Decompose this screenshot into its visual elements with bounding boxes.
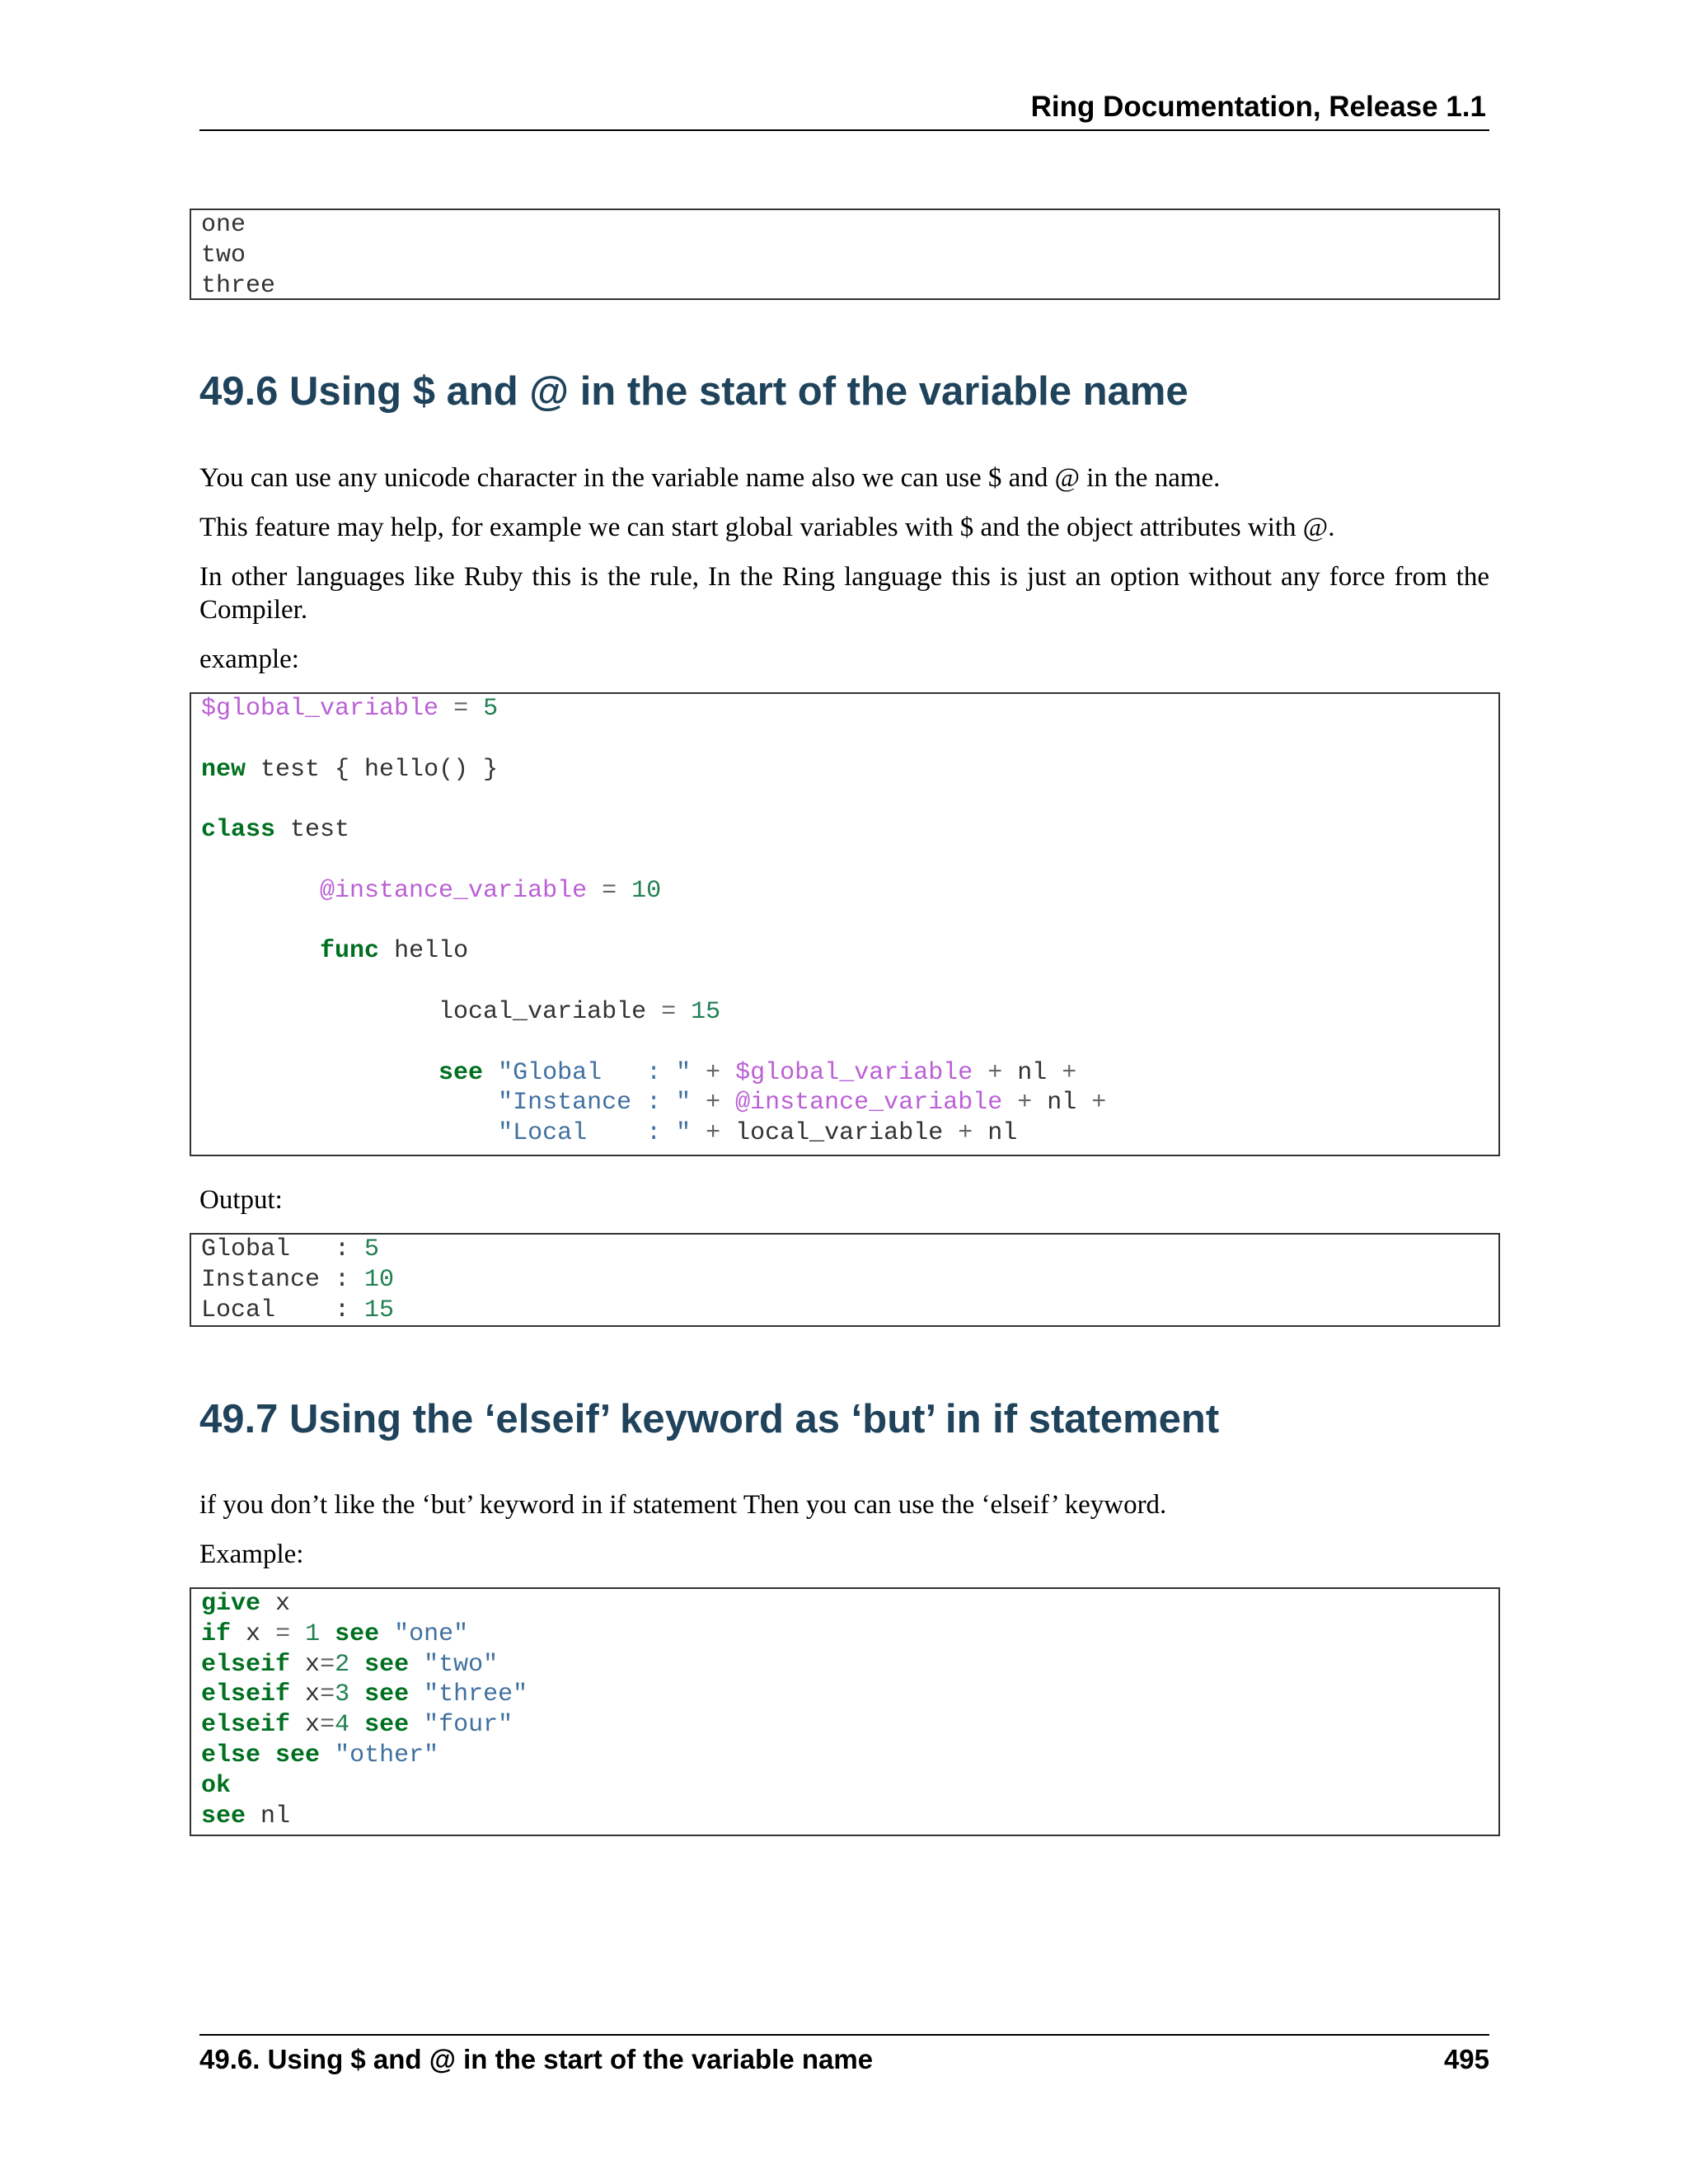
section-heading-49-7: 49.7 Using the ‘elseif’ keyword as ‘but’ in if statement <box>199 1397 1220 1441</box>
code-token: local_variable <box>438 997 647 1026</box>
code-token: + <box>1091 1089 1107 1118</box>
code-token: class <box>201 816 276 845</box>
code-token: + <box>1062 1058 1077 1087</box>
code-token: = <box>320 1711 335 1740</box>
code-token: new <box>201 755 246 784</box>
paragraph: In other languages like Ruby this is the rule, In the Ring language this is just an option without any force from the Compiler. <box>199 562 1489 625</box>
paragraph: You can use any unicode character in the variable name also we can use $ and @ in the name. <box>199 463 1221 493</box>
output-label-text: Local : <box>201 1296 350 1324</box>
code-token: nl <box>987 1119 1018 1148</box>
code-token: @instance_variable <box>320 876 588 905</box>
code-token: give <box>201 1590 261 1618</box>
paragraph: This feature may help, for example we can start global variables with $ and the object attributes with @. <box>199 513 1335 542</box>
code-line: two <box>201 241 246 269</box>
paragraph: if you don’t like the ‘but’ keyword in if statement Then you can use the ‘elseif’ keyword. <box>199 1490 1167 1520</box>
code-token: ok <box>201 1771 232 1800</box>
code-elseif <box>201 1589 1489 1831</box>
code-token: nl <box>260 1802 291 1830</box>
code-token: hello <box>394 937 469 966</box>
code-token: func <box>320 937 380 966</box>
code-token: see <box>438 1058 484 1087</box>
code-token: see <box>335 1619 380 1648</box>
code-block-elseif <box>190 1587 1500 1836</box>
code-token: $global_variable <box>735 1058 973 1087</box>
code-token: $global_variable <box>201 695 439 723</box>
code-token: elseif <box>201 1680 291 1709</box>
code-line: three <box>201 271 276 300</box>
code-token: x <box>275 1590 291 1618</box>
code-token: see <box>201 1802 246 1830</box>
code-token: see <box>364 1680 410 1709</box>
code-token: nl <box>1017 1058 1048 1087</box>
code-token: else <box>201 1741 261 1769</box>
code-token: "one" <box>394 1619 469 1648</box>
code-token: "three" <box>424 1680 528 1709</box>
code-token: 2 <box>335 1650 350 1679</box>
code-token: = <box>602 876 617 905</box>
code-token: + <box>958 1119 973 1148</box>
code-token: + <box>706 1119 721 1148</box>
code-token: test { hello() } <box>260 755 499 784</box>
code-token: x <box>246 1619 261 1648</box>
code-block-top <box>190 209 1500 300</box>
code-token: @instance_variable <box>735 1089 1003 1118</box>
example-label: Example: <box>199 1540 304 1569</box>
code-token: = <box>320 1650 335 1679</box>
code-token: see <box>364 1650 410 1679</box>
code-token: = <box>275 1619 291 1648</box>
example-label: example: <box>199 644 299 674</box>
code-token: + <box>1017 1089 1033 1118</box>
output-value: 15 <box>364 1296 395 1324</box>
output-value: 5 <box>364 1235 380 1263</box>
header-rule <box>199 129 1489 131</box>
code-line: one <box>201 211 246 239</box>
section-heading-49-6: 49.6 Using $ and @ in the start of the variable name <box>199 369 1189 414</box>
code-token: "two" <box>424 1650 499 1679</box>
code-variables <box>201 694 1489 1149</box>
code-token: "Instance : " <box>498 1089 692 1118</box>
code-token: x <box>305 1680 321 1709</box>
code-block-variables <box>190 692 1500 1156</box>
code-token: 3 <box>335 1680 350 1709</box>
code-token: "Local : " <box>498 1119 692 1148</box>
code-token: + <box>706 1058 721 1087</box>
page-number: 495 <box>1443 2044 1489 2074</box>
output-label-text: Global : <box>201 1235 350 1263</box>
code-token: nl <box>1047 1089 1077 1118</box>
code-token: + <box>706 1089 721 1118</box>
output-label-text: Instance : <box>201 1265 350 1294</box>
running-footer-section: 49.6. Using $ and @ in the start of the variable name <box>199 2044 874 2074</box>
code-token: local_variable <box>735 1119 944 1148</box>
code-token: elseif <box>201 1650 291 1679</box>
code-token: test <box>290 816 350 845</box>
code-token: if <box>201 1619 232 1648</box>
output-label: Output: <box>199 1185 283 1215</box>
code-token: "other" <box>335 1741 439 1769</box>
code-token: + <box>987 1058 1003 1087</box>
code-top <box>201 210 1489 301</box>
code-token: 1 <box>305 1619 321 1648</box>
footer-rule <box>199 2034 1489 2036</box>
code-token: 15 <box>691 997 721 1026</box>
code-token: elseif <box>201 1711 291 1740</box>
running-header: Ring Documentation, Release 1.1 <box>1030 91 1486 123</box>
code-token: see <box>364 1711 410 1740</box>
code-token: 4 <box>335 1711 350 1740</box>
code-token: see <box>275 1741 321 1769</box>
code-token: "Global : " <box>498 1058 692 1087</box>
code-token: x <box>305 1650 321 1679</box>
code-token: = <box>320 1680 335 1709</box>
code-token: = <box>661 997 677 1026</box>
code-output <box>201 1235 1489 1325</box>
code-token: "four" <box>424 1711 513 1740</box>
code-token: 5 <box>483 695 499 723</box>
code-token: 10 <box>631 876 662 905</box>
output-value: 10 <box>364 1265 395 1294</box>
code-block-output <box>190 1233 1500 1327</box>
code-token: x <box>305 1711 321 1740</box>
code-token: = <box>453 695 469 723</box>
